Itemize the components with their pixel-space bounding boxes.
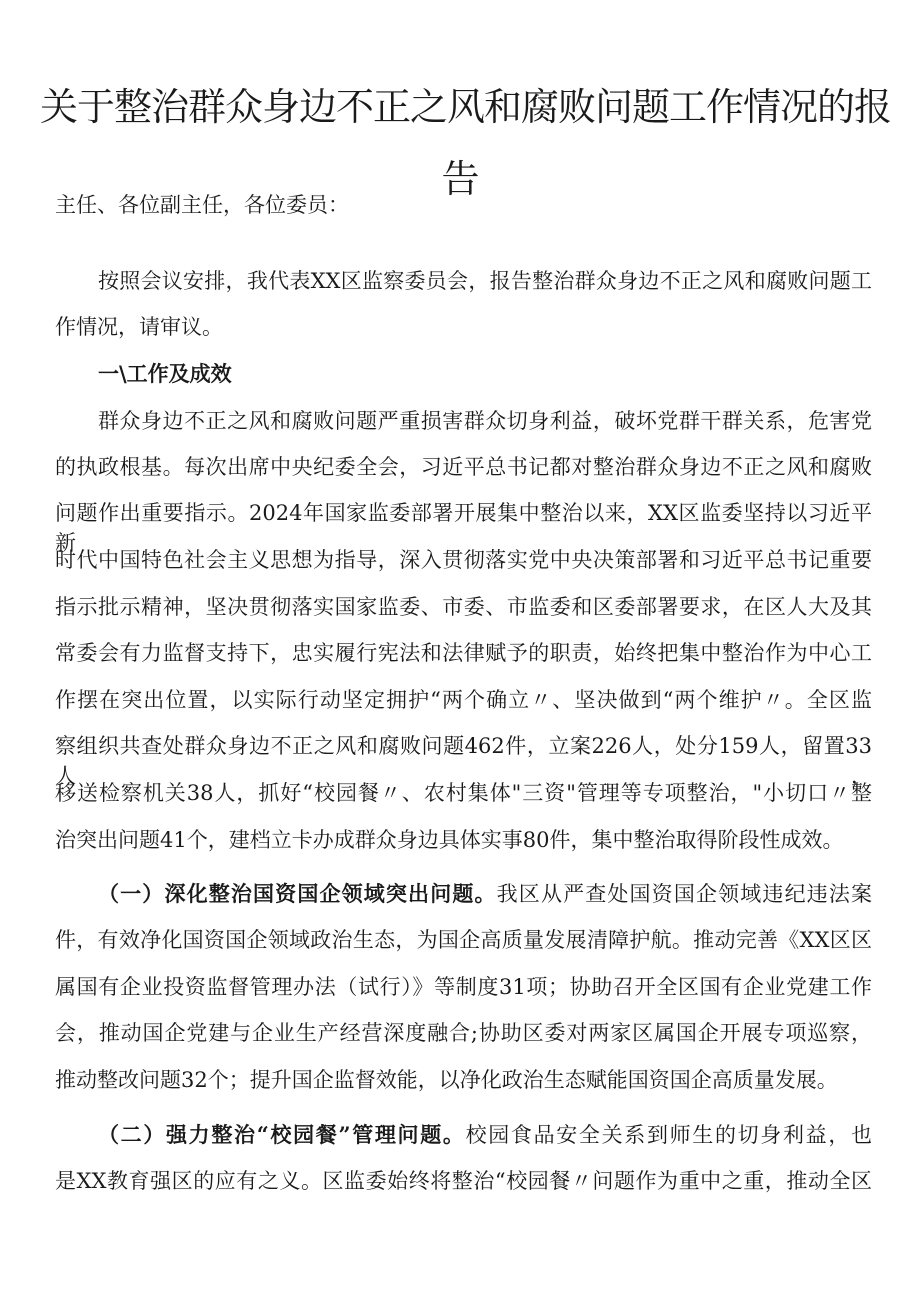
paragraph-line: 时代中国特色社会主义思想为指导，深入贯彻落实党中央决策部署和习近平总书记重要 [55,548,872,572]
paragraph-line: 会，推动国企党建与企业生产经营深度融合;协助区委对两家区属国企开展专项巡察， [55,1021,872,1045]
subsection-heading: （一）深化整治国资国企领域突出问题。 [98,881,497,906]
paragraph-line: 属国有企业投资监督管理办法（试行）》等制度31项；协助召开全区国有企业党建工作 [55,975,872,999]
subsection-text: 校园食品安全关系到师生的切身利益，也 [465,1123,872,1147]
paragraph-line: 察组织共查处群众身边不正之风和腐败问题462件，立案226人，处分159人，留置33人， [55,734,872,788]
subsection-first-line [98,879,872,909]
subsection-text: 我区从严查处国资国企领域违纪违法案 [496,882,873,906]
paragraph-line: 移送检察机关38人，抓好“校园餐〃、农村集体"三资"管理等专项整治，"小切口〃整 [55,781,872,805]
paragraph-line: 作摆在突出位置，以实际行动坚定拥护“两个确立〃、坚决做到“两个维护〃。全区监 [55,688,872,712]
salutation: 主任、各位副主任，各位委员： [55,193,349,217]
subsection-heading: （二）强力整治“校园餐”管理问题。 [98,1122,466,1147]
paragraph-line: 推动整改问题32个；提升国企监督效能，以净化政治生态赋能国资国企高质量发展。 [55,1068,838,1092]
paragraph-line: 的执政根基。每次出席中央纪委全会，习近平总书记都对整治群众身边不正之风和腐败 [55,455,872,479]
intro-line: 按照会议安排，我代表XX区监察委员会，报告整治群众身边不正之风和腐败问题工 [98,269,872,293]
paragraph-line: 问题作出重要指示。2024年国家监委部署开展集中整治以来，XX区监委坚持以习近平新 [55,501,872,555]
subsection-first-line [98,1120,872,1150]
paragraph-line: 是XX教育强区的应有之义。区监委始终将整治“校园餐〃问题作为重中之重，推动全区 [55,1169,872,1193]
paragraph-line: 治突出问题41个，建档立卡办成群众身边具体实事80件，集中整治取得阶段性成效。 [55,828,844,852]
section-heading: 一\工作及成效 [98,361,232,386]
intro-line: 作情况，请审议。 [55,315,223,339]
paragraph-line: 常委会有力监督支持下，忠实履行宪法和法律赋予的职责，始终把集中整治作为中心工 [55,641,872,665]
document-title-continued: 告 [441,157,479,201]
paragraph-line: 群众身边不正之风和腐败问题严重损害群众切身利益，破坏党群干群关系，危害党 [98,409,872,433]
paragraph-line: 指示批示精神，坚决贯彻落实国家监委、市委、市监委和区委部署要求，在区人大及其 [55,595,872,619]
document-title: 关于整治群众身边不正之风和腐败问题工作情况的报 [40,85,892,129]
paragraph-line: 件，有效净化国资国企领域政治生态，为国企高质量发展清障护航。推动完善《XX区区 [55,928,872,952]
